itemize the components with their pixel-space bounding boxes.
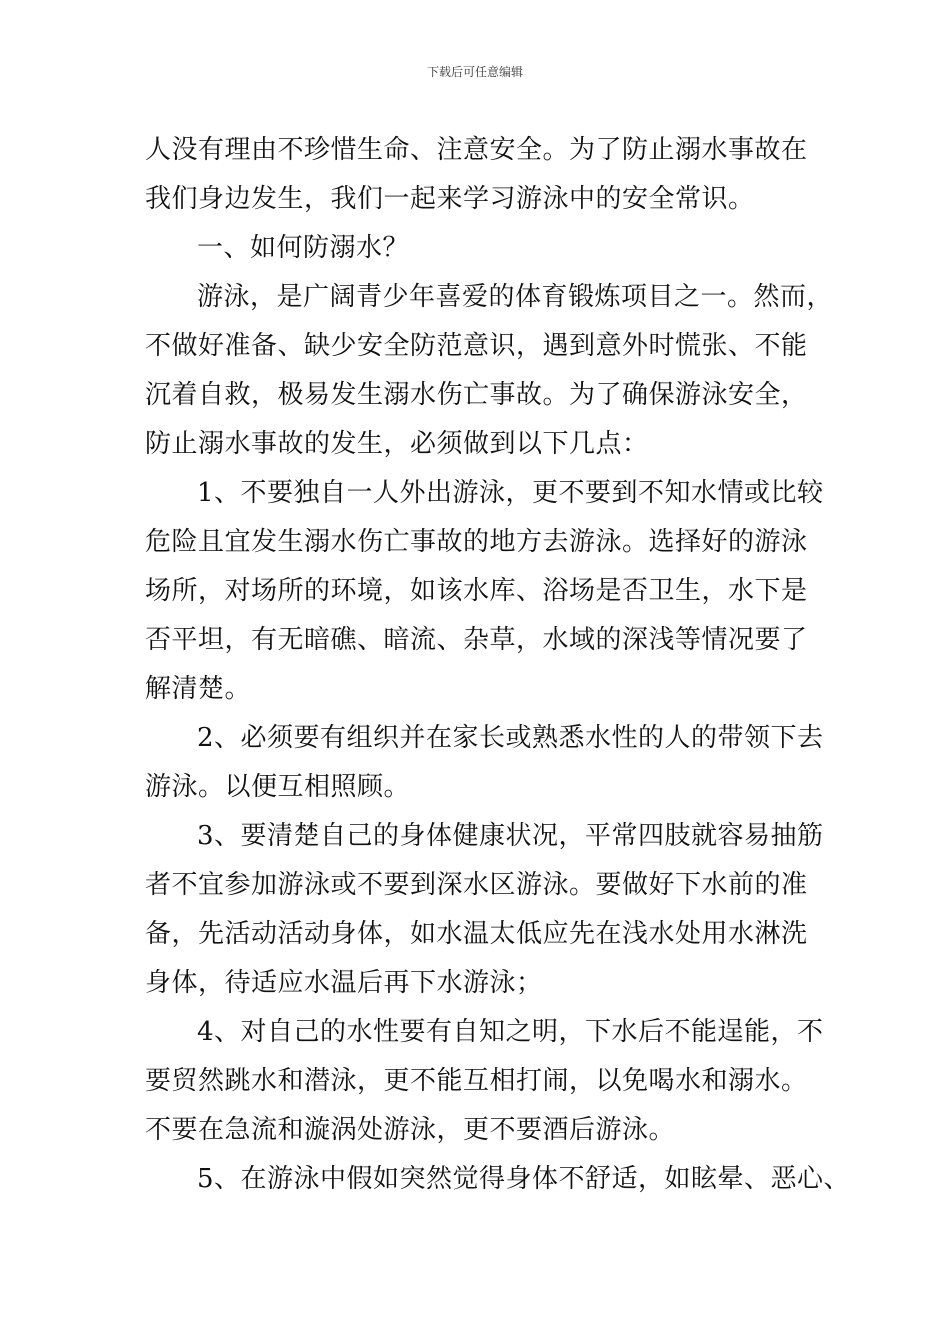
text-line: 要贸然跳水和潜泳，更不能互相打闹，以免喝水和溺水。 <box>145 1066 808 1096</box>
text-line: 我们身边发生，我们一起来学习游泳中的安全常识。 <box>145 184 755 214</box>
list-item-1: 1、不要独自一人外出游泳，更不要到不知水情或比较 <box>197 478 824 508</box>
text-line: 游泳，是广阔青少年喜爱的体育锻炼项目之一。然而， <box>197 282 834 312</box>
text-line: 防止溺水事故的发生，必须做到以下几点： <box>145 429 649 459</box>
list-item-3: 3、要清楚自己的身体健康状况，平常四肢就容易抽筋 <box>197 821 824 851</box>
list-item-5: 5、在游泳中假如突然觉得身体不舒适，如眩晕、恶心、 <box>197 1164 851 1194</box>
text-line: 不做好准备、缺少安全防范意识，遇到意外时慌张、不能 <box>145 331 808 361</box>
text-line: 不要在急流和漩涡处游泳，更不要酒后游泳。 <box>145 1115 676 1145</box>
text-line: 备，先活动活动身体，如水温太低应先在浅水处用水淋洗 <box>145 919 808 949</box>
section-heading: 一、如何防溺水？ <box>197 233 410 263</box>
text-line: 危险且宜发生溺水伤亡事故的地方去游泳。选择好的游泳 <box>145 527 808 557</box>
text-line: 解清楚。 <box>145 674 252 704</box>
text-line: 否平坦，有无暗礁、暗流、杂草，水域的深浅等情况要了 <box>145 625 808 655</box>
text-line: 人没有理由不珍惜生命、注意安全。为了防止溺水事故在 <box>145 135 808 165</box>
text-line: 者不宜参加游泳或不要到深水区游泳。要做好下水前的准 <box>145 870 808 900</box>
list-item-4: 4、对自己的水性要有自知之明，下水后不能逞能，不 <box>197 1017 824 1047</box>
text-line: 场所，对场所的环境，如该水库、浴场是否卫生，水下是 <box>145 576 808 606</box>
page-header-note: 下载后可任意编辑 <box>426 65 523 79</box>
text-line: 沉着自救，极易发生溺水伤亡事故。为了确保游泳安全， <box>145 380 808 410</box>
document-body <box>145 126 851 1204</box>
list-item-2: 2、必须要有组织并在家长或熟悉水性的人的带领下去 <box>197 723 824 753</box>
text-line: 身体，待适应水温后再下水游泳； <box>145 968 543 998</box>
text-line: 游泳。以便互相照顾。 <box>145 772 411 802</box>
